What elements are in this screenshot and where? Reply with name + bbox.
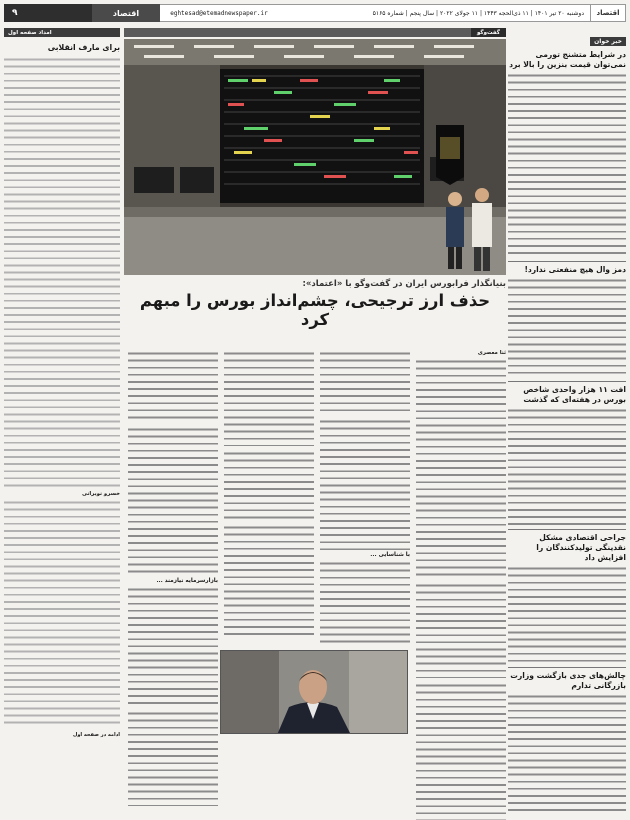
column-author: خسرو نوبرانی [81,491,120,497]
news-briefs-column [508,28,626,816]
divider [508,529,626,530]
brief-body [508,565,626,663]
feature-section-tag: گفت‌وگو [471,28,506,37]
section-email: eghtesad@etemadnewspaper.ir [160,4,278,22]
pull-quote [416,582,506,678]
pull-quote [224,450,314,520]
divider [508,261,626,262]
subhead: با شناسایی ... [370,552,410,558]
section-name: اقتصاد [92,4,160,22]
newspaper-logo: اقتصاد [590,4,626,22]
briefs-tag: خبر خوان [590,37,626,46]
article-column [320,350,410,646]
article-body [124,350,506,816]
article-column [416,350,506,820]
pull-quote [320,350,410,414]
interviewee-portrait [220,650,408,734]
divider [508,667,626,668]
column-text [4,276,120,488]
article-text [128,586,218,706]
article-column [128,350,218,806]
main-headline: حذف ارز ترجیحی، چشم‌انداز بورس را مبهم کرد [139,291,491,329]
brief-headline: در شرایط متشنج تورمی نمی‌توان قیمت بنزین را بالا برد [509,50,626,69]
article-text [320,418,410,550]
headline-kicker: بنیانگذار فرابورس ایران در گفت‌وگو با «اعتماد»: [302,279,506,289]
brief-headline: چالش‌های جدی بازگشت وزارت بازرگانی تدارم [510,671,626,690]
column-tag: امداد صفحه اول [4,28,120,37]
brief-body [508,277,626,377]
portrait-illustration [220,651,407,734]
stock-exchange-hall-photo [124,39,506,275]
column-headline: برای مارف انقلابی [47,43,120,52]
article-text [224,350,314,446]
opinion-column [4,28,120,816]
continued-note: ادامه در صفحه اول [72,732,120,738]
pull-quote [128,350,218,422]
feature-section-bar [124,28,506,37]
issue-date-line: دوشنبه ۲۰ تیر ۱۴۰۱ | ۱۱ ذی‌الحجه ۱۴۴۳ | ۱۱ جولای ۲۰۲۲ | سال پنجم | شماره ۵۱۶۵ [278,4,590,22]
subhead: بازارسرمایه نیازمند ... [156,578,218,584]
brief-headline: دمز وال هیچ منفعتی ندارد! [524,265,626,274]
brief-headline: جراحی اقتصادی مشکل نقدینگی تولیدکنندگان را افزایش داد [536,533,626,562]
article-text [224,524,314,636]
article-text [128,426,218,576]
article-text [416,358,506,578]
page-header [4,4,626,22]
photo-illustration [124,39,506,275]
divider [508,381,626,382]
article-text [320,560,410,646]
brief-body [508,407,626,525]
feature-article [124,28,506,816]
column-text [4,499,120,729]
pull-quote [128,710,218,806]
brief-body [508,72,626,257]
page-number: ۹ [4,4,92,22]
reporter-byline: ثنا معصری [477,350,506,356]
article-column [224,350,314,636]
brief-body [508,693,626,813]
column-text [4,56,120,274]
brief-headline: افت ۱۱ هزار واحدی شاخص بورس در هفته‌ای که گذشت [523,385,626,404]
article-text [416,682,506,820]
